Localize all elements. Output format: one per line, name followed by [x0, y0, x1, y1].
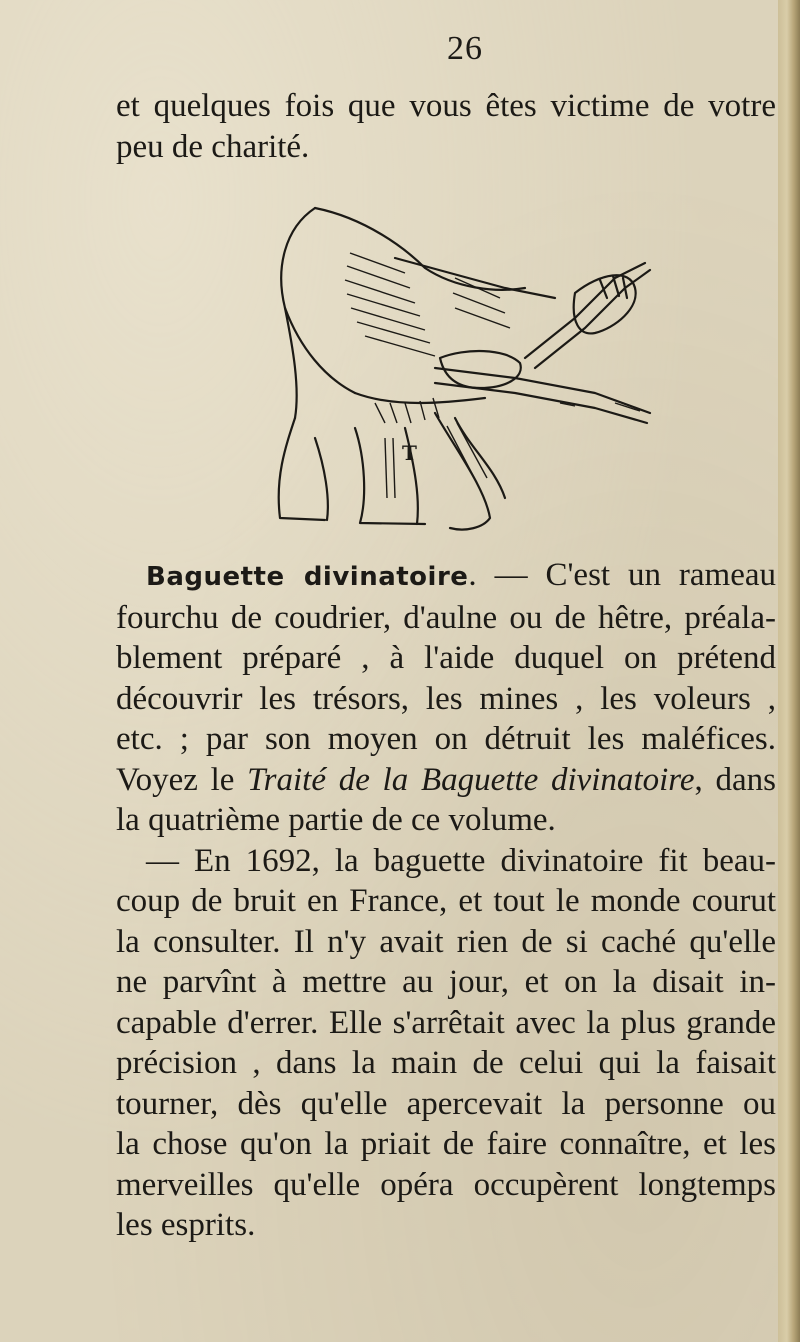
page-edge [778, 0, 800, 1342]
reference-line [116, 760, 776, 801]
divining-rod-illustration [255, 198, 665, 534]
text-line: découvrir les trésors, les mines , les voleurs , [116, 680, 776, 717]
entry-paragraph [116, 555, 776, 1246]
text-line: merveilles qu'elle opéra occupèrent longtemps [116, 1166, 776, 1203]
text-line: blement préparé , à l'aide duquel on prétend [116, 640, 776, 676]
text-line: fourchu de coudrier, d'aulne ou de hêtre, préala- [116, 599, 776, 636]
entry-first-line [116, 555, 776, 598]
text-line: peu de charité. [116, 128, 310, 165]
text-line: la consulter. Il n'y avait rien de si caché qu'elle [116, 923, 776, 960]
text-line: tourner, dès qu'elle apercevait la personne ou [116, 1085, 776, 1122]
text-line: la quatrième partie de ce volume. [116, 802, 556, 838]
text-line: les esprits. [116, 1207, 256, 1243]
reference-title: Traité de la Baguette divinatoire [247, 761, 695, 798]
reference-suffix: , dans [694, 761, 776, 798]
intro-paragraph [116, 86, 776, 167]
entry-term: Baguette divinatoire [146, 562, 469, 592]
entry-first-line-rest: . — C'est un rameau [468, 557, 776, 593]
illustration-label: T [402, 441, 417, 465]
text-line: capable d'errer. Elle s'arrêtait avec la plus grande [116, 1004, 776, 1041]
page-number: 26 [447, 30, 483, 67]
reference-prefix: Voyez le [116, 761, 248, 798]
text-line: ne parvînt à mettre au jour, et on la disait in- [116, 964, 776, 1000]
text-line: coup de bruit en France, et tout le monde courut [116, 883, 776, 919]
text-line: — En 1692, la baguette divinatoire fit beau- [146, 842, 776, 879]
text-line: la chose qu'on la priait de faire connaître, et les [116, 1126, 776, 1162]
text-line: précision , dans la main de celui qui la faisait [116, 1045, 776, 1081]
text-line: et quelques fois que vous êtes victime de votre [116, 88, 776, 124]
text-line: etc. ; par son moyen on détruit les maléfices. [116, 721, 776, 757]
